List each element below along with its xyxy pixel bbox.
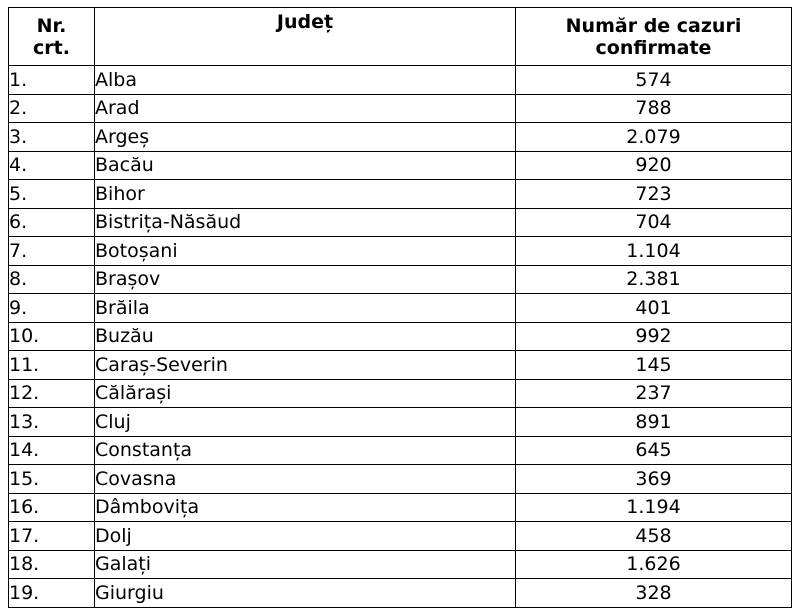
confirmed-cases-cell: 369	[516, 465, 792, 494]
county-name-cell: Arad	[95, 94, 516, 123]
confirmed-cases-cell: 328	[516, 579, 792, 608]
table-row	[9, 465, 792, 494]
row-number-cell: 7.	[9, 237, 95, 266]
table-row	[9, 294, 792, 323]
row-number-cell: 14.	[9, 436, 95, 465]
table-row	[9, 550, 792, 579]
confirmed-cases-cell: 401	[516, 294, 792, 323]
confirmed-cases-cell: 145	[516, 351, 792, 380]
confirmed-cases-cell: 2.079	[516, 123, 792, 152]
table-row	[9, 379, 792, 408]
confirmed-cases-cell: 723	[516, 180, 792, 209]
confirmed-cases-cell: 992	[516, 322, 792, 351]
row-number-cell: 10.	[9, 322, 95, 351]
county-name-cell: Călărași	[95, 379, 516, 408]
row-number-cell: 13.	[9, 408, 95, 437]
table-row	[9, 351, 792, 380]
cases-by-county-table	[8, 7, 792, 608]
confirmed-cases-cell: 788	[516, 94, 792, 123]
row-number-cell: 15.	[9, 465, 95, 494]
table-row	[9, 208, 792, 237]
confirmed-cases-cell: 237	[516, 379, 792, 408]
county-name-cell: Bistrița-Năsăud	[95, 208, 516, 237]
table-row	[9, 493, 792, 522]
header-nr-line1: Nr.	[36, 14, 67, 37]
header-nr-line2: crt.	[33, 36, 70, 59]
table-row	[9, 408, 792, 437]
row-number-cell: 6.	[9, 208, 95, 237]
confirmed-cases-cell: 645	[516, 436, 792, 465]
header-row	[9, 8, 792, 66]
header-cases-line2: confirmate	[595, 36, 712, 59]
confirmed-cases-cell: 891	[516, 408, 792, 437]
row-number-cell: 1.	[9, 66, 95, 95]
county-name-cell: Caraș-Severin	[95, 351, 516, 380]
header-cases-line1: Număr de cazuri	[565, 14, 742, 37]
county-name-cell: Giurgiu	[95, 579, 516, 608]
header-nr-crt	[9, 8, 95, 66]
row-number-cell: 2.	[9, 94, 95, 123]
table-row	[9, 265, 792, 294]
county-name-cell: Galați	[95, 550, 516, 579]
row-number-cell: 11.	[9, 351, 95, 380]
county-name-cell: Argeș	[95, 123, 516, 152]
row-number-cell: 9.	[9, 294, 95, 323]
county-name-cell: Brăila	[95, 294, 516, 323]
header-county-label: Județ	[276, 11, 334, 33]
confirmed-cases-cell: 920	[516, 151, 792, 180]
confirmed-cases-cell: 574	[516, 66, 792, 95]
table-row	[9, 237, 792, 266]
header-confirmed-cases	[516, 8, 792, 66]
county-name-cell: Bihor	[95, 180, 516, 209]
confirmed-cases-cell: 704	[516, 208, 792, 237]
row-number-cell: 18.	[9, 550, 95, 579]
county-name-cell: Brașov	[95, 265, 516, 294]
confirmed-cases-cell: 458	[516, 522, 792, 551]
county-name-cell: Cluj	[95, 408, 516, 437]
table-row	[9, 436, 792, 465]
row-number-cell: 3.	[9, 123, 95, 152]
row-number-cell: 4.	[9, 151, 95, 180]
county-name-cell: Covasna	[95, 465, 516, 494]
county-name-cell: Buzău	[95, 322, 516, 351]
row-number-cell: 5.	[9, 180, 95, 209]
row-number-cell: 17.	[9, 522, 95, 551]
table-row	[9, 94, 792, 123]
row-number-cell: 16.	[9, 493, 95, 522]
county-name-cell: Constanța	[95, 436, 516, 465]
county-name-cell: Alba	[95, 66, 516, 95]
confirmed-cases-cell: 1.194	[516, 493, 792, 522]
table-row	[9, 180, 792, 209]
row-number-cell: 8.	[9, 265, 95, 294]
confirmed-cases-cell: 1.104	[516, 237, 792, 266]
table-header	[9, 8, 792, 66]
table-row	[9, 151, 792, 180]
confirmed-cases-cell: 2.381	[516, 265, 792, 294]
table-row	[9, 322, 792, 351]
confirmed-cases-cell: 1.626	[516, 550, 792, 579]
county-name-cell: Bacău	[95, 151, 516, 180]
county-name-cell: Dolj	[95, 522, 516, 551]
row-number-cell: 19.	[9, 579, 95, 608]
county-name-cell: Dâmbovița	[95, 493, 516, 522]
county-name-cell: Botoșani	[95, 237, 516, 266]
table-row	[9, 579, 792, 608]
table-row	[9, 522, 792, 551]
table-row	[9, 123, 792, 152]
table-body	[9, 66, 792, 608]
header-county	[95, 8, 516, 66]
row-number-cell: 12.	[9, 379, 95, 408]
table-row	[9, 66, 792, 95]
